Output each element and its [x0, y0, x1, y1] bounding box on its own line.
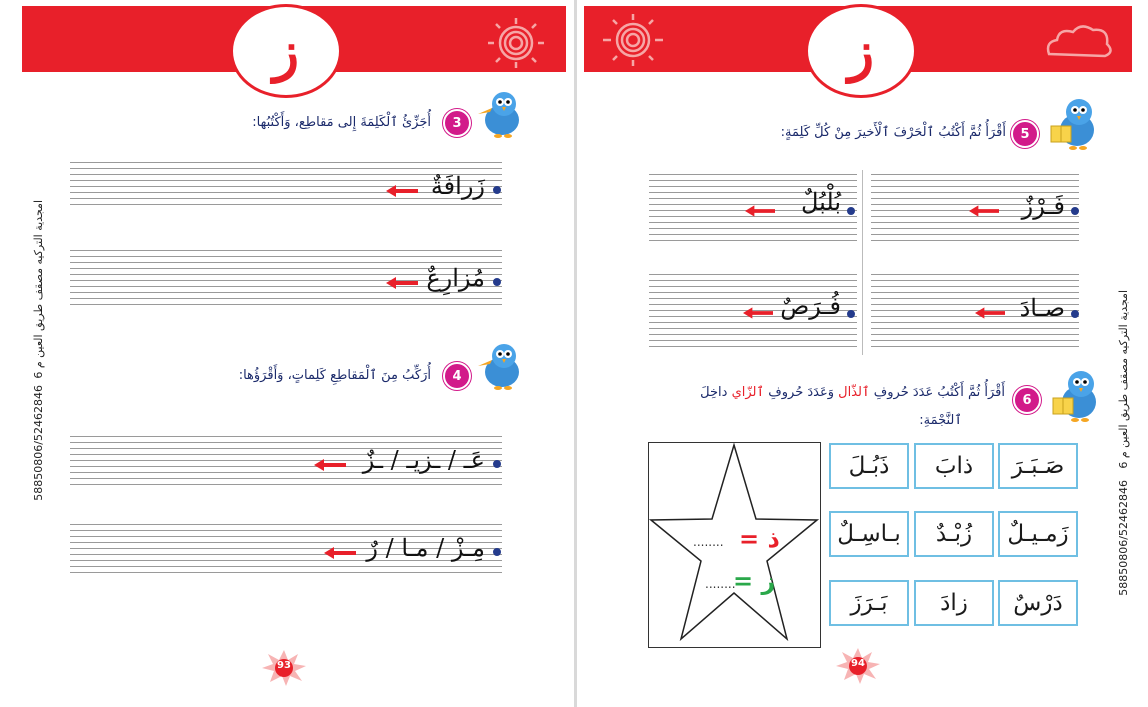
left-letter-circle: ز — [230, 4, 342, 98]
word-cell: زَمـيـلٌ — [998, 511, 1078, 557]
bullet — [493, 278, 501, 286]
bullet — [493, 548, 501, 556]
word-sada: صـادَ — [1019, 294, 1065, 322]
word-cell: ذَبُـلَ — [829, 443, 909, 489]
word-aziz: عَـ / ـزيـ / ـزٌ — [362, 446, 485, 474]
bird-reading-icon — [1049, 368, 1103, 424]
spine-text-right: امجدية التركيه مصقف طريق العين م 6 — [1117, 290, 1130, 469]
bullet — [1071, 310, 1079, 318]
star-icon — [649, 443, 819, 646]
bullet — [847, 310, 855, 318]
word-farz: فَـرْزٌ — [1021, 192, 1065, 220]
bird-icon — [474, 88, 526, 140]
word-cell: زادَ — [914, 580, 994, 626]
exercise-4-instruction: أُرَكِّبُ مِنَ ٱلْمَقاطِعِ كَلِماتٍ، وَأَقْرَؤُها: — [238, 368, 431, 383]
arrow-left-icon — [314, 459, 346, 471]
exercise-6-instruction-line2: ٱلنَّجْمَةِ: — [919, 413, 962, 428]
star-dal-label: ذ = — [739, 525, 780, 553]
bullet — [493, 186, 501, 194]
word-cell: ذابَ — [914, 443, 994, 489]
star-box — [648, 442, 821, 648]
instruction-part: داخِلَ — [700, 385, 728, 400]
word-muzari: مُزارِعٌ — [426, 264, 485, 292]
exercise-5-badge: 5 — [1011, 120, 1039, 148]
exercise-6-instruction — [700, 385, 1005, 400]
instruction-part: أَقْرَأُ ثُمَّ أَكْتُبُ عَدَدَ حُروفِ — [873, 385, 1005, 400]
spine-phone-left: 58850806/52462846 — [32, 385, 45, 501]
exercise-4-badge: 4 — [443, 362, 471, 390]
exercise-6-badge: 6 — [1013, 386, 1041, 414]
word-cell: دَرْسٌ — [998, 580, 1078, 626]
word-cell: بـاسِـلٌ — [829, 511, 909, 557]
word-cell: صَـبَـرَ — [998, 443, 1078, 489]
bullet — [1071, 207, 1079, 215]
exercise-3-instruction: أُجَزِّئُ ٱلْكَلِمَةَ إِلى مَقاطِع، وَأَكْتُبُها: — [252, 115, 431, 130]
right-page — [577, 0, 1148, 707]
arrow-left-icon — [969, 205, 999, 217]
sun-icon — [484, 16, 548, 70]
word-bulbul: بُلْبُلٌ — [800, 188, 841, 216]
arrow-left-icon — [324, 547, 356, 559]
exercise-5-instruction: أَقْرَأُ ثُمَّ أَكْتُبُ ٱلْحَرْفَ ٱلْأَخيرَ مِنْ كُلِّ كَلِمَةٍ: — [780, 125, 1006, 140]
spine-phone-right: 58850806/52462846 — [1117, 480, 1130, 596]
cloud-icon — [1043, 22, 1115, 60]
instruction-part: وَعَدَدَ حُروفِ — [768, 385, 835, 400]
page-number-label: 93 — [277, 660, 291, 671]
bullet — [847, 207, 855, 215]
word-zarafa: زَرافَةٌ — [430, 172, 485, 200]
spine-text-left: امجدية التركيه مصقف طريق العين م 6 — [32, 200, 45, 379]
exercise-3-badge: 3 — [443, 109, 471, 137]
arrow-left-icon — [745, 205, 775, 217]
word-cell: زُبْـدٌ — [914, 511, 994, 557]
right-letter-circle: ز — [805, 4, 917, 98]
word-mizmar: مِـزْ / مـا / رٌ — [366, 534, 485, 562]
bird-icon — [474, 340, 526, 392]
word-cell: بَـرَزَ — [829, 580, 909, 626]
sun-icon — [597, 12, 669, 68]
arrow-left-icon — [975, 307, 1005, 319]
arrow-left-icon — [743, 307, 773, 319]
page-number-label: 94 — [851, 658, 865, 669]
dal-label: ٱلذّال — [838, 385, 870, 400]
star-blank-dal: ........ — [693, 535, 724, 549]
zay-label: ٱلزّاي — [731, 385, 765, 400]
word-furas: فُـرَصٌ — [780, 292, 841, 320]
star-blank-zay: ........ — [705, 577, 736, 591]
arrow-left-icon — [386, 277, 418, 289]
arrow-left-icon — [386, 185, 418, 197]
star-zay-label: ز = — [733, 567, 776, 595]
bird-reading-icon — [1047, 96, 1101, 152]
page-number-93 — [262, 650, 306, 686]
bullet — [493, 460, 501, 468]
page-number-94 — [836, 648, 880, 684]
column-divider — [862, 170, 863, 355]
